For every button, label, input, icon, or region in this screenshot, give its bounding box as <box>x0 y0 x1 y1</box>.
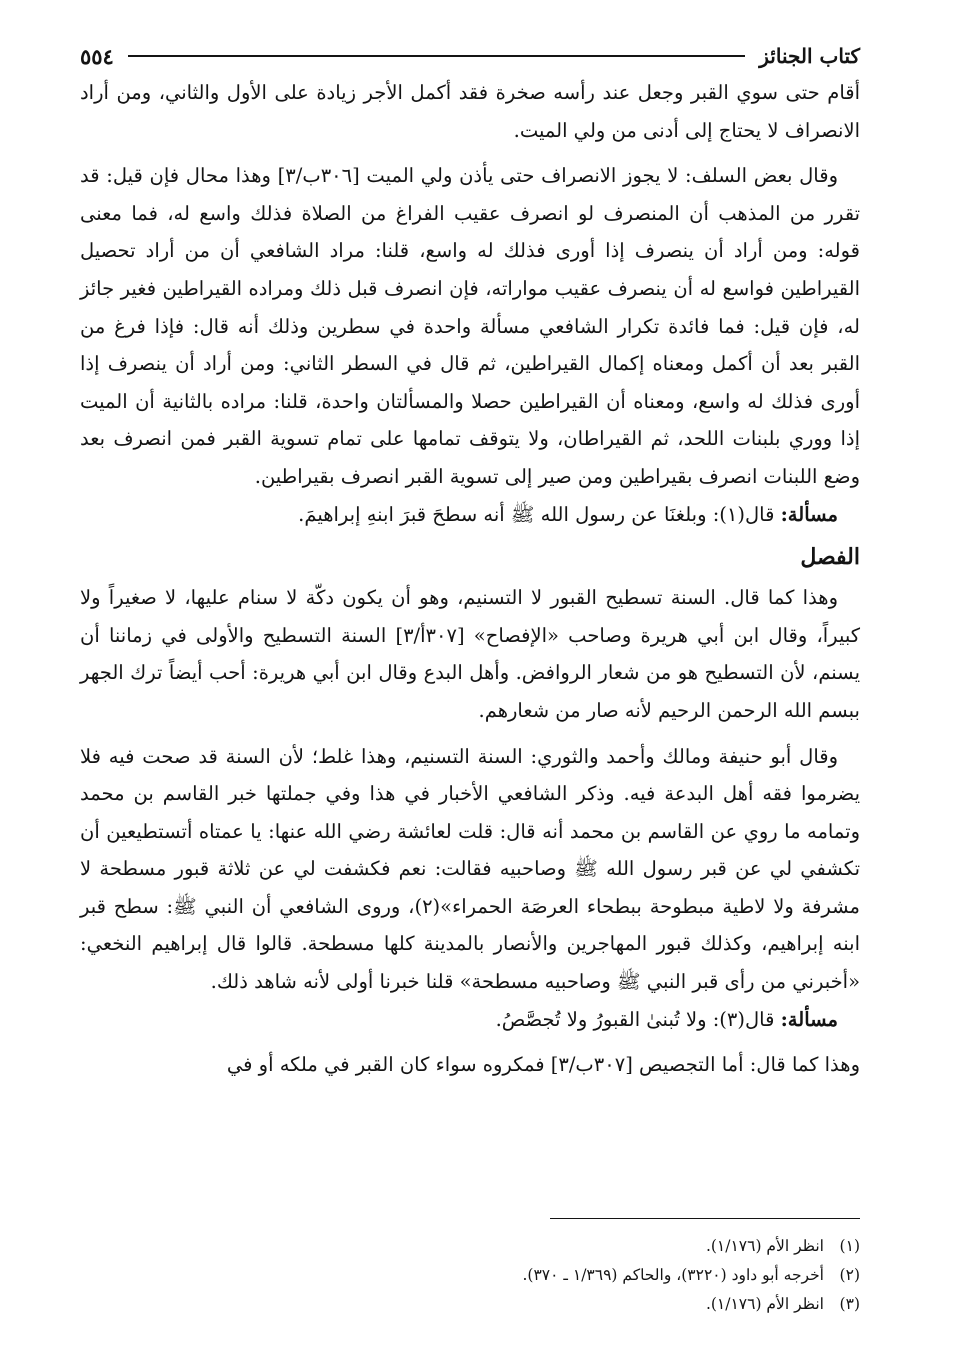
masala-label: مسألة: <box>780 1007 838 1031</box>
masala-text: قال(٣): ولا تُبنىٰ القبورُ ولا تُجصَّصُ. <box>495 1007 775 1031</box>
footnote <box>80 1290 860 1319</box>
paragraph-4: وقال أبو حنيفة ومالك وأحمد والثوري: السنة التسنيم، وهذا غلط؛ لأن السنة قد صحت فيه فلا يضرموا فقه أهل البدعة فيه. وذكر الشافعي الأخبار في هذا وفي جملتها خبر القاسم بن محمد وتمامه ما روي عن القاسم بن محمد أنه قال: قلت لعائشة رضي الله عنها: يا عمتاه أتستطيعين أن تكشفي لي عن قبر رسول الله ﷺ وصاحبيه فقالت: نعم فكشفت لي عن ثلاثة قبور مسطحة لا مشرفة ولا لاطية مبطوحة ببطحاء العرصَة الحمراء»(٢)، وروى الشافعي أن النبي ﷺ: سطح قبر ابنه إبراهيم، وكذلك قبور المهاجرين والأنصار بالمدينة كلها مسطحة. قالوا قال إبراهيم النخعي: «أخبرني من رأى قبر النبي ﷺ وصاحبيه مسطحة» قلنا خبرنا أولى لأنه شاهد ذلك. <box>80 744 860 994</box>
paragraph-3: وهذا كما قال. السنة تسطيح القبور لا التسنيم، وهو أن يكون دكّة لا سنام عليها، لا صغيراً ولا كبيراً، وقال ابن أبي هريرة وصاحب «الإفصاح» [٣٠٧أ/٣] السنة التسطيح والأولى في زماننا أن يسنم، لأن التسطيح هو من شعار الروافض. وأهل البدع وقال ابن أبي هريرة: أحب أيضاً ترك الجهر ببسم الله الرحمن الرحيم لأنه صار من شعارهم. <box>80 586 860 722</box>
masala-label: مسألة: <box>780 502 838 526</box>
footnote <box>80 1232 860 1261</box>
masala-2 <box>80 1001 860 1039</box>
chapter-title: كتاب الجنائز <box>759 44 860 68</box>
footnote <box>80 1261 860 1290</box>
footnote-text: انظر الأم (١/١٧٦). <box>705 1237 824 1255</box>
paragraph-5: وهذا كما قال: أما التجصيص [٣٠٧ب/٣] فمكروه سواء كان القبر في ملكه أو في <box>226 1053 860 1077</box>
footnote-number: (٢) <box>839 1266 860 1284</box>
paragraph-1: أقام حتى سوي القبر وجعل عند رأسه صخرة فقد أكمل الأجر زيادة على الأول والثاني، ومن أراد الانصراف لا يحتاج إلى أدنى من ولي الميت. <box>80 81 860 142</box>
section-heading: الفصل <box>800 544 860 571</box>
paragraph-2: وقال بعض السلف: لا يجوز الانصراف حتى يأذن ولي الميت [٣٠٦ب/٣] وهذا محال فإن قيل: قد تقرر من المذهب أن المنصرف لو انصرف عقيب الفراغ من الصلاة فذلك واسع له، فما معنى قوله: ومن أراد أن ينصرف إذا أورى فذلك له واسع، قلنا: مراد الشافعي أن من أراد تحصيل القيراطين فواسع له أن ينصرف عقيب مواراته، فإن انصرف قبل ذلك ومراده القيراطين فغير جائز له، فإن قيل: فما فائدة تكرار الشافعي مسألة واحدة في سطرين وذلك أنه قال: فإذا فرغ من القبر بعد أن أكمل ومعناه إكمال القيراطين، ثم قال في السطر الثاني: ومن أراد أن ينصرف إذا أورى فذلك له واسع، ومعناه أن القيراطين حصلا والمسألتان واحدة، قلنا: مراده بالثانية أن الميت إذا ووري بلبنات اللحد، ثم القيراطان، ولا يتوقف تمامها على تمام تسوية القبر فمن انصرف بعد وضع اللبنات انصرف بقيراطين ومن صير إلى تسوية القبر انصرف بقيراطين. <box>80 164 860 488</box>
masala-text: قال(١): وبلغنَا عن رسول الله ﷺ أنه سطحَ قبرَ ابنهِ إبراهيمَ. <box>298 502 775 526</box>
footnote-number: (١) <box>839 1237 860 1255</box>
footnote-separator <box>550 1218 860 1219</box>
page-number: ٥٥٤ <box>80 43 114 69</box>
header-rule <box>128 55 745 57</box>
footnotes <box>80 1232 860 1319</box>
footnote-text: انظر الأم (١/١٧٦). <box>705 1295 824 1313</box>
masala-1 <box>80 496 860 534</box>
footnote-text: أخرجه أبو داود (٣٢٢٠)، والحاكم (١/٣٦٩ ـ ٣٧٠). <box>522 1266 824 1284</box>
footnote-number: (٣) <box>839 1295 860 1313</box>
main-text <box>80 74 860 1084</box>
page <box>80 38 860 1313</box>
running-header <box>80 38 860 74</box>
